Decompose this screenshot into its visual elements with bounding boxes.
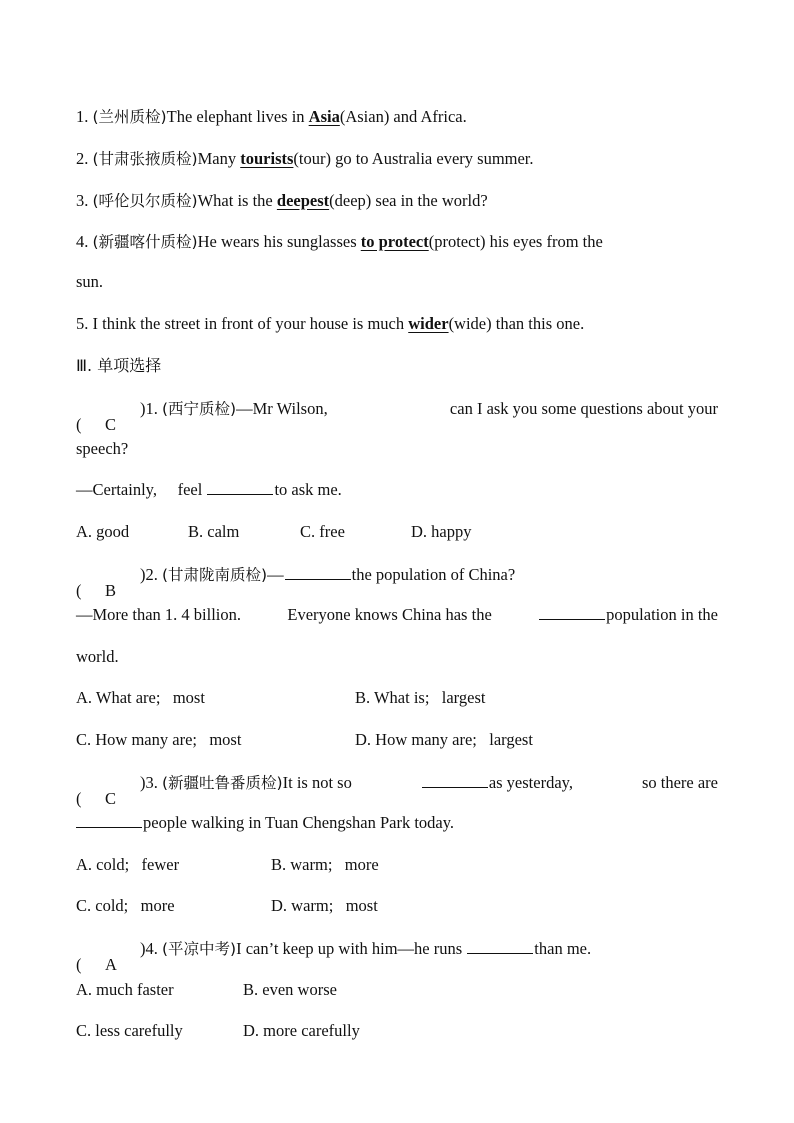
fill-item-5 [76,313,718,335]
mc-question-2-options-cd [76,729,718,751]
option-d: D. How many are; largest [355,730,533,749]
source-tag: (新疆吐鲁番质检) [162,774,283,792]
item-text: I think the street in front of your house is much [92,314,409,333]
item-text: (tour) go to Australia every summer. [293,149,534,168]
mc-question-1: ( C )1. (西宁质检)—Mr Wilson, can I ask you some questions about your [76,399,718,434]
question-text: —Certainly, [76,480,157,499]
mc-question-3-options-ab [76,854,718,876]
question-text: as yesterday, [488,773,573,792]
question-text: than me. [534,939,592,958]
option-a: A. cold; fewer [76,855,180,874]
question-text: —More than 1. 4 billion. [76,605,241,624]
question-number: )4. [140,939,158,958]
mc-question-3-continuation [76,812,718,834]
question-text: so there are [641,773,718,792]
option-b: B. calm [188,522,240,541]
section-title: Ⅲ. 单项选择 [76,356,162,375]
answer-word: wider [408,314,449,333]
source-tag: (平凉中考) [162,940,237,958]
source-tag: (兰州质检) [92,108,167,126]
mc-question-1-continuation [76,438,718,460]
item-number: 3. [76,191,89,210]
item-number: 4. [76,232,89,251]
option-c: C. less carefully [76,1021,183,1040]
item-text: (deep) sea in the world? [329,191,488,210]
option-a: A. good [76,522,130,541]
question-text: speech? [76,439,129,458]
question-number: )1. [140,399,158,418]
answer-blank [539,604,605,620]
mc-question-2-options-ab [76,687,718,709]
item-text: sun. [76,272,104,291]
option-b: B. even worse [243,980,337,999]
fill-item-3 [76,190,718,212]
option-c: C. cold; more [76,896,175,915]
answer-letter: B [105,581,117,600]
fill-item-4 [76,231,718,253]
item-text: (Asian) and Africa. [339,107,467,126]
option-d: D. happy [411,522,472,541]
option-c: C. free [300,522,345,541]
option-a: A. much faster [76,980,174,999]
item-number: 1. [76,107,89,126]
fill-item-4-continuation [76,271,718,293]
question-text: world. [76,647,119,666]
mc-question-2-reply [76,604,718,626]
item-text: Many [197,149,241,168]
question-text: Everyone knows China has the [287,605,492,624]
option-c: C. How many are; most [76,730,242,749]
answer-word: to protect [360,232,429,251]
source-tag: (甘肃陇南质检) [162,566,268,584]
question-text: —Mr Wilson, [236,399,328,418]
question-text: I can’t keep up with him—he runs [236,939,463,958]
item-number: 2. [76,149,89,168]
item-number: 5. [76,314,89,333]
item-text: (protect) his eyes from the [428,232,603,251]
question-number: )2. [140,565,158,584]
mc-question-1-reply [76,479,718,501]
option-b: B. What is; largest [355,688,486,707]
question-text: feel [177,480,203,499]
question-number: )3. [140,773,158,792]
mc-question-4-options-cd [76,1020,718,1042]
question-text: to ask me. [274,480,342,499]
answer-blank [76,812,142,828]
mc-question-3: ( C )3. (新疆吐鲁番质检)It is not so as yesterday, so there are [76,773,718,808]
answer-letter: C [105,415,117,434]
answer-letter: A [105,955,117,974]
answer-word: deepest [276,191,330,210]
fill-item-1 [76,106,718,128]
option-b: B. warm; more [271,855,379,874]
question-text: the population of China? [351,565,516,584]
item-text: (wide) than this one. [448,314,585,333]
answer-blank [467,938,533,954]
item-text: He wears his sunglasses [197,232,361,251]
question-text: people walking in Tuan Chengshan Park today. [143,813,455,832]
mc-question-4: ( A )4. (平凉中考)I can’t keep up with him—he runs than me. [76,939,592,974]
question-text: can I ask you some questions about your [449,399,718,418]
answer-letter: C [105,789,117,808]
item-text: What is the [197,191,277,210]
mc-question-2: ( B )2. (甘肃陇南质检)— the population of China? [76,565,516,600]
question-text: — [267,565,284,584]
mc-question-1-options [76,521,718,543]
source-tag: (新疆喀什质检) [92,233,198,251]
option-a: A. What are; most [76,688,205,707]
source-tag: (呼伦贝尔质检) [92,192,198,210]
answer-blank [285,564,351,580]
mc-question-4-options-ab [76,979,718,1001]
mc-question-2-continuation [76,646,718,668]
source-tag: (甘肃张掖质检) [92,150,198,168]
option-d: D. warm; most [271,896,378,915]
answer-blank [207,479,273,495]
fill-item-2 [76,148,718,170]
item-text: The elephant lives in [166,107,309,126]
answer-blank [422,772,488,788]
question-text: It is not so [282,773,352,792]
mc-question-3-options-cd [76,895,718,917]
question-text: population in the [606,605,718,624]
answer-word: tourists [240,149,294,168]
option-d: D. more carefully [243,1021,360,1040]
source-tag: (西宁质检) [162,400,237,418]
answer-word: Asia [308,107,340,126]
